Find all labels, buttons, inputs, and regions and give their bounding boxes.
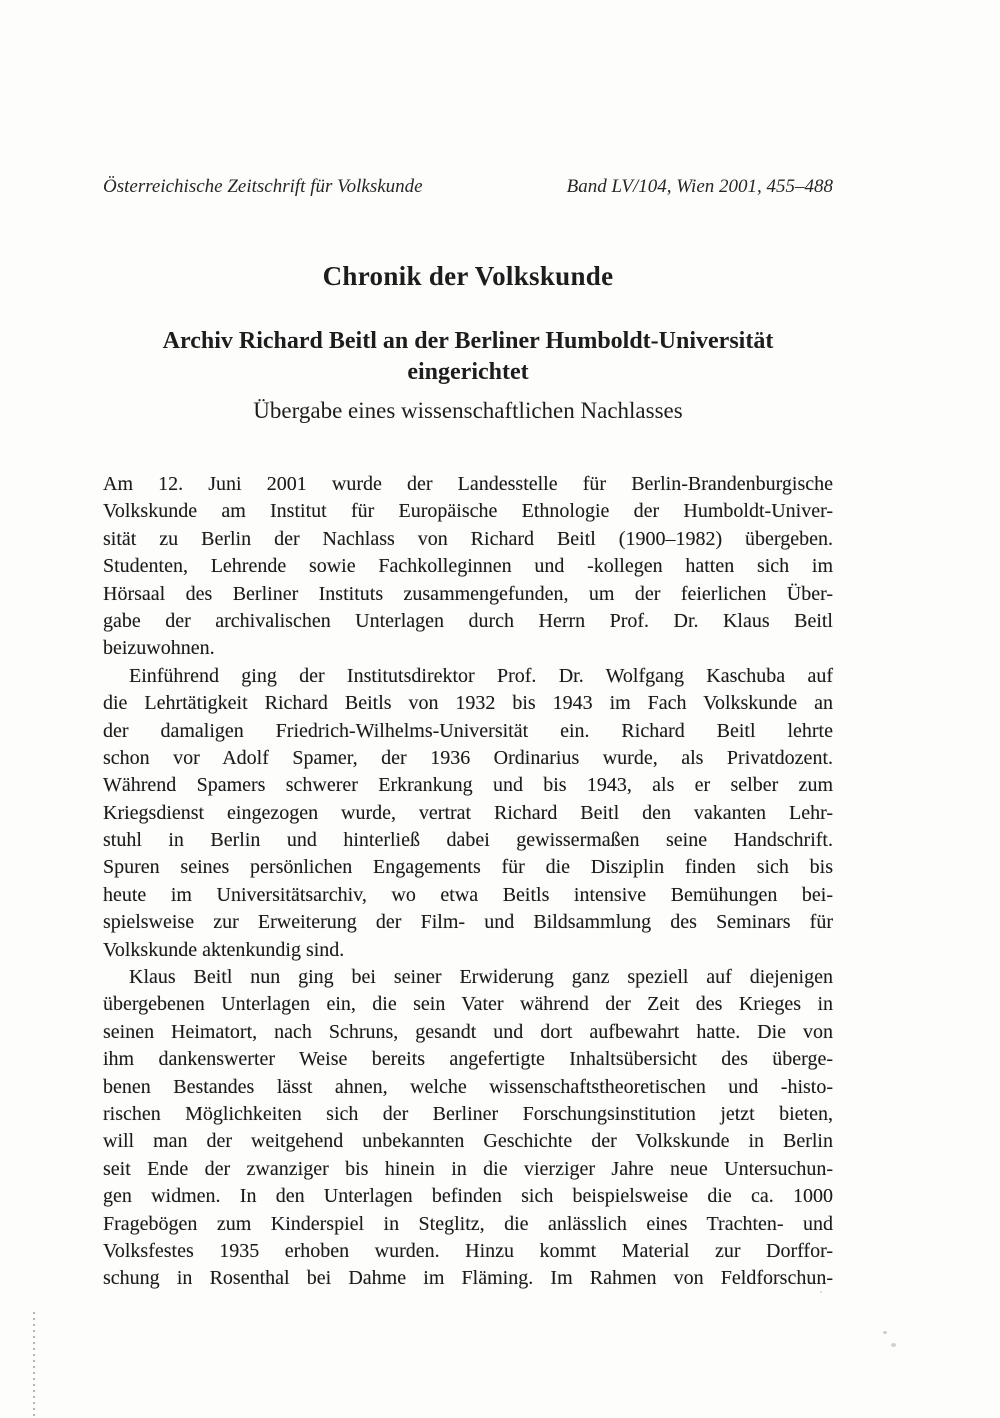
body-line: Hörsaal des Berliner Instituts zusammengefunden, um der feierlichen Über-	[103, 582, 833, 605]
section-title: Chronik der Volkskunde	[322, 261, 614, 291]
paragraph	[103, 663, 833, 964]
body-line: heute im Universitätsarchiv, wo etwa Beitls intensive Bemühungen bei-	[103, 883, 833, 906]
body-line: will man der weitgehend unbekannten Geschichte der Volkskunde in Berlin	[103, 1130, 833, 1153]
body-line: Klaus Beitl nun ging bei seiner Erwiderung ganz speziell auf diejenigen	[129, 966, 833, 989]
body-line: Am 12. Juni 2001 wurde der Landesstelle für Berlin-Brandenburgische	[103, 473, 833, 495]
body-line: rischen Möglichkeiten sich der Berliner Forschungsinstitution jetzt bieten,	[103, 1102, 833, 1125]
scan-artifact-dotted-line	[33, 1312, 35, 1418]
body-line: der damaligen Friedrich-Wilhelms-Universität ein. Richard Beitl lehrte	[103, 719, 833, 742]
issue-info: Band LV/104, Wien 2001, 455–488	[566, 176, 833, 197]
article-subtitle: Übergabe eines wissenschaftlichen Nachlasses	[253, 398, 683, 423]
article-title-line: Archiv Richard Beitl an der Berliner Humboldt-Universität	[162, 328, 774, 354]
article-title	[103, 326, 833, 388]
body-line: übergebenen Unterlagen ein, die sein Vater während der Zeit des Krieges in	[103, 993, 833, 1016]
body-line: Volksfestes 1935 erhoben wurden. Hinzu kommt Material zur Dorffor-	[103, 1239, 833, 1262]
running-head	[103, 176, 833, 198]
scan-artifact-speck	[891, 1343, 896, 1347]
body-line: Studenten, Lehrende sowie Fachkolleginnen und -kollegen hatten sich im	[103, 555, 833, 578]
body-line: seinen Heimatort, nach Schruns, gesandt und dort aufbewahrt hatte. Die von	[103, 1020, 833, 1043]
body-line: spielsweise zur Erweiterung der Film- und Bildsammlung des Seminars für	[103, 911, 833, 934]
paragraph	[103, 964, 833, 1293]
body-line: sität zu Berlin der Nachlass von Richard Beitl (1900–1982) übergeben.	[103, 527, 833, 550]
body-line: Einführend ging der Institutsdirektor Prof. Dr. Wolfgang Kaschuba auf	[129, 664, 833, 687]
body-line: Während Spamers schwerer Erkrankung und bis 1943, als er selber zum	[103, 774, 833, 797]
body-line: gen widmen. In den Unterlagen befinden sich beispielsweise die ca. 1000	[103, 1185, 833, 1208]
body-line: seit Ende der zwanziger bis hinein in die vierziger Jahre neue Untersuchun-	[103, 1157, 833, 1180]
paragraph	[103, 471, 833, 663]
body-line: Kriegsdienst eingezogen wurde, vertrat Richard Beitl den vakanten Lehr-	[103, 801, 833, 824]
body-line: gabe der archivalischen Unterlagen durch Herrn Prof. Dr. Klaus Beitl	[103, 609, 833, 632]
body-line: Spuren seines persönlichen Engagements für die Disziplin finden sich bis	[103, 856, 833, 879]
body-line: die Lehrtätigkeit Richard Beitls von 1932 bis 1943 im Fach Volkskunde an	[103, 692, 833, 715]
body-line: schon vor Adolf Spamer, der 1936 Ordinarius wurde, als Privatdozent.	[103, 746, 833, 769]
scan-artifact-speck	[883, 1331, 887, 1334]
body-line: Volkskunde am Institut für Europäische Ethnologie der Humboldt-Univer-	[103, 500, 833, 523]
journal-title: Österreichische Zeitschrift für Volkskunde	[103, 176, 423, 197]
body-line: Volkskunde aktenkundig sind.	[103, 938, 345, 961]
body-line: Fragebögen zum Kinderspiel in Steglitz, die anlässlich eines Trachten- und	[103, 1212, 833, 1235]
scan-artifact-speck	[820, 1291, 822, 1293]
article-title-line: eingerichtet	[407, 359, 529, 385]
body-line: schung in Rosenthal bei Dahme im Fläming. Im Rahmen von Feldforschun-	[103, 1267, 833, 1290]
article-body	[103, 471, 833, 1293]
body-line: ihm dankenswerter Weise bereits angefertigte Inhaltsübersicht des überge-	[103, 1048, 833, 1071]
body-line: benen Bestandes lässt ahnen, welche wissenschaftstheoretischen und -histo-	[103, 1075, 833, 1098]
body-line: beizuwohnen.	[103, 637, 215, 660]
body-line: stuhl in Berlin und hinterließ dabei gewissermaßen seine Handschrift.	[103, 829, 833, 852]
